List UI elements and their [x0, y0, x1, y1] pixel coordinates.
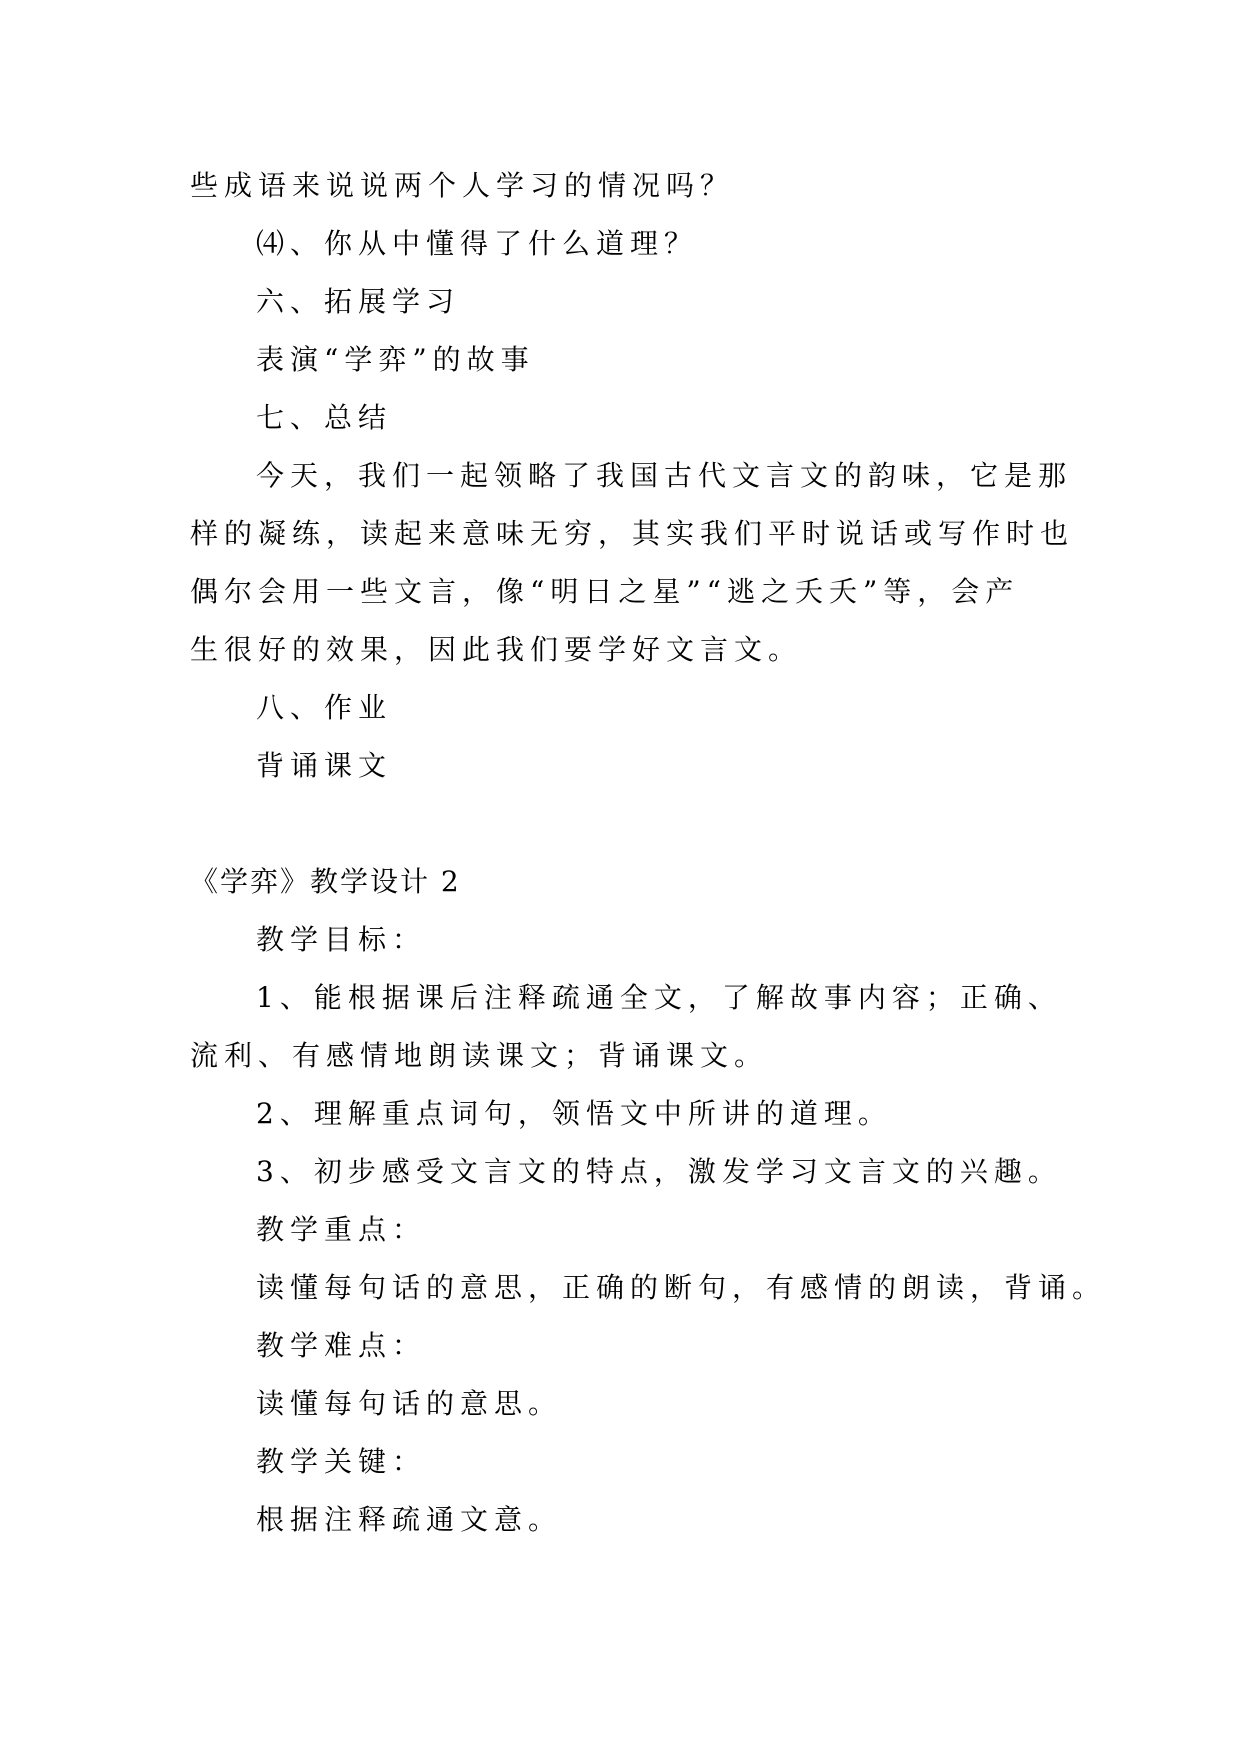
paragraph-line: 读懂每句话的意思。 [256, 1387, 563, 1420]
paragraph-line: 2、理解重点词句，领悟文中所讲的道理。 [256, 1097, 892, 1130]
question-item: ⑷、你从中懂得了什么道理？ [256, 227, 699, 260]
paragraph-line: 流利、有感情地朗读课文；背诵课文。 [190, 1039, 769, 1072]
section-heading: 教学重点： [256, 1213, 427, 1246]
document-title: 《学弈》教学设计 2 [190, 865, 461, 898]
paragraph-line: 样的凝练，读起来意味无穷，其实我们平时说话或写作时也 [190, 517, 1075, 550]
paragraph-line: 今天，我们一起领略了我国古代文言文的韵味，它是那 [256, 459, 1073, 492]
section-heading: 教学难点： [256, 1329, 427, 1362]
paragraph-line: 3、初步感受文言文的特点，激发学习文言文的兴趣。 [256, 1155, 1062, 1188]
paragraph-line: 生很好的效果，因此我们要学好文言文。 [190, 633, 803, 666]
section-heading: 八、作业 [256, 691, 393, 724]
paragraph-line: 根据注释疏通文意。 [256, 1503, 563, 1536]
paragraph-line: 表演“学弈”的故事 [256, 343, 535, 376]
paragraph-line: 1、能根据课后注释疏通全文，了解故事内容；正确、 [256, 981, 1062, 1014]
paragraph-line: 背诵课文 [256, 749, 393, 782]
paragraph-line: 偶尔会用一些文言，像“明日之星”“逃之夭夭”等，会产 [190, 575, 1020, 608]
section-heading: 教学目标： [256, 923, 427, 956]
section-heading: 教学关键： [256, 1445, 427, 1478]
paragraph-line: 些成语来说说两个人学习的情况吗？ [190, 169, 735, 202]
paragraph-line: 读懂每句话的意思，正确的断句，有感情的朗读，背诵。 [256, 1271, 1107, 1304]
section-heading: 七、总结 [256, 401, 393, 434]
section-heading: 六、拓展学习 [256, 285, 461, 318]
